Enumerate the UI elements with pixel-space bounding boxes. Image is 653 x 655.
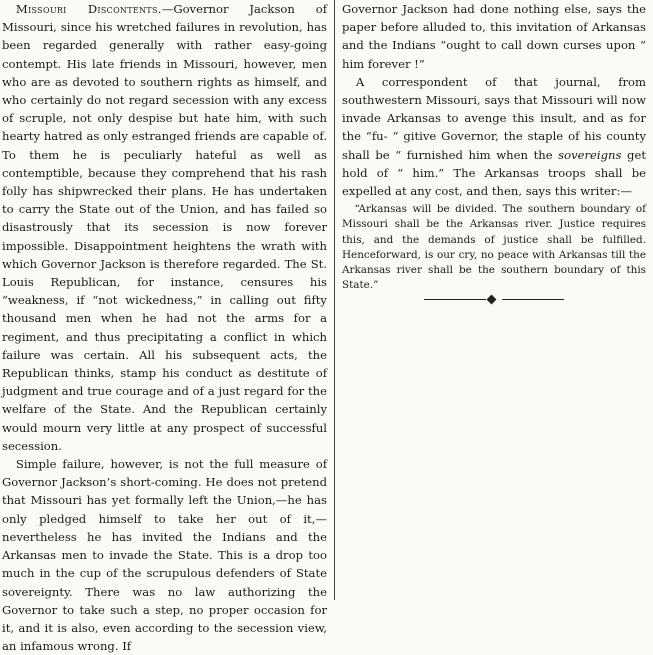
diamond-icon	[487, 295, 497, 305]
paragraph-1	[2, 0, 327, 455]
paragraph-1-text: —Governor Jackson of Missouri, since his wretched failures in revolution, has been regarded generally with rather easy-going contempt. His late friends in Missouri, however, men who are as devoted to southern rights as himself, and who certainly do not regard secession with any excess of scruple, not only despise but hate him, with such hearty hatred as only estranged friends are capable of. To them he is peculiarly hateful as well as contemptible, because they comprehend that his rash folly has shipwrecked their plans. He has undertaken to carry the State out of the Union, and has failed so disastrously that its secession is now forever impossible. Disappointment heightens the wrath with which Governor Jackson is therefore regarded. The St. Louis Republican, for instance, censures his “weakness, if “not wickedness,” in calling out fifty thousand men when he had not the arms for a regiment, and thus precipitating a conflict in which failure was certain. All his subsequent acts, the Republican thinks, stamp his conduct as destitute of judgment and true courage and of a just regard for the welfare of the State. And the Republican certainly would mourn very little at any prospect of successful secession.	[2, 2, 327, 453]
ornament-line-right	[502, 299, 564, 300]
end-ornament	[424, 295, 564, 305]
paragraph-2: Simple failure, however, is not the full measure of Governor Jackson’s short-coming. He does not pretend that Missouri has yet formally left the Union,—he has only pledged himself to take her out of it,—nevertheless he has invited the Indians and the Arkansas men to invade the State. This is a drop too much in the cup of the scrupulous defenders of State sovereignty. There was no law authorizing the Governor to take such a step, no proper occasion for it, and it is also, even according to the secession view, an infamous wrong. If	[2, 457, 327, 654]
block-quote: “Arkansas will be divided. The southern boundary of Missouri shall be the Arkansas river. Justice requires this, and the demands of justice shall be fulfilled. Henceforward, is our cry, no peace with Arkansas till the Arkansas river shall be the southern boundary of this State.”	[342, 203, 646, 292]
right-column	[342, 0, 646, 305]
article-heading: Missouri Discontents.	[15, 2, 162, 16]
paragraph-3-text-b: get hold of “ him.” The Arkansas troops shall be expelled at any cost, and then, says this writer:—	[342, 147, 646, 199]
ornament-line-left	[424, 299, 486, 300]
left-column	[2, 0, 327, 655]
emphasis-sovereigns: sovereigns	[558, 147, 622, 162]
paragraph-2-continued: Governor Jackson had done nothing else, says the paper before alluded to, this invitation of Arkansas and the Indians “ought to call down curses upon “ him forever !”	[342, 2, 646, 71]
paragraph-3-text-a: A correspondent of that journal, from southwestern Missouri, says that Missouri will now invade Arkansas to avenge this insult, and as for the “fu- “ gitive Governor, the staple of his county shall be “ furnished him when the	[342, 74, 646, 162]
column-divider	[334, 0, 335, 600]
paragraph-3	[342, 73, 646, 200]
